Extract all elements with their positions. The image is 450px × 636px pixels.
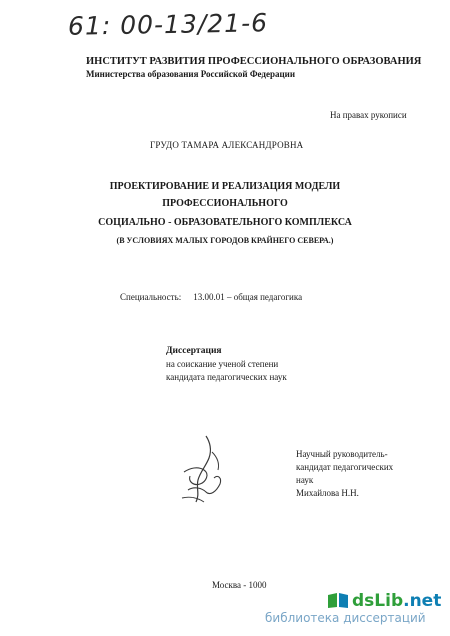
city-year: Москва - 1000 [212, 580, 267, 590]
watermark-brand-left: dsLib [352, 591, 404, 611]
manuscript-rights: На правах рукописи [330, 110, 407, 120]
archive-number-handwritten: 61: 00-13/21-6 [67, 8, 269, 41]
supervisor-name: Михайлова Н.Н. [296, 488, 359, 498]
thesis-title-line-2: ПРОФЕССИОНАЛЬНОГО [162, 198, 288, 209]
supervisor-title: Научный руководитель- [296, 449, 388, 459]
specialty-label: Специальность: [120, 292, 182, 302]
institute-name: ИНСТИТУТ РАЗВИТИЯ ПРОФЕССИОНАЛЬНОГО ОБРАЗОВАНИЯ [86, 56, 422, 67]
specialty [120, 292, 302, 302]
dissertation-heading: Диссертация [166, 346, 222, 356]
watermark-subtitle: библиотека диссертаций [265, 611, 426, 625]
handwritten-signature [176, 432, 230, 510]
dissertation-degree-line-1: на соискание ученой степени [166, 359, 279, 369]
thesis-title-line-1: ПРОЕКТИРОВАНИЕ И РЕАЛИЗАЦИЯ МОДЕЛИ [109, 181, 341, 192]
ministry-name: Министерства образования Российской Федерации [86, 69, 296, 79]
thesis-title-line-4: (В УСЛОВИЯХ МАЛЫХ ГОРОДОВ КРАЙНЕГО СЕВЕРА.) [116, 236, 334, 245]
watermark-logo[interactable] [352, 591, 441, 611]
dissertation-degree-line-2: кандидата педагогических наук [166, 372, 287, 382]
watermark-brand-right: .net [403, 591, 442, 611]
supervisor-degree: кандидат педагогических [296, 462, 394, 472]
book-icon [327, 592, 349, 609]
thesis-title-line-3: СОЦИАЛЬНО - ОБРАЗОВАТЕЛЬНОГО КОМПЛЕКСА [98, 217, 352, 228]
specialty-value: 13.00.01 – общая педагогика [193, 292, 303, 302]
author-name: ГРУДО ТАМАРА АЛЕКСАНДРОВНА [150, 140, 304, 150]
supervisor-degree-cont: наук [296, 475, 314, 485]
